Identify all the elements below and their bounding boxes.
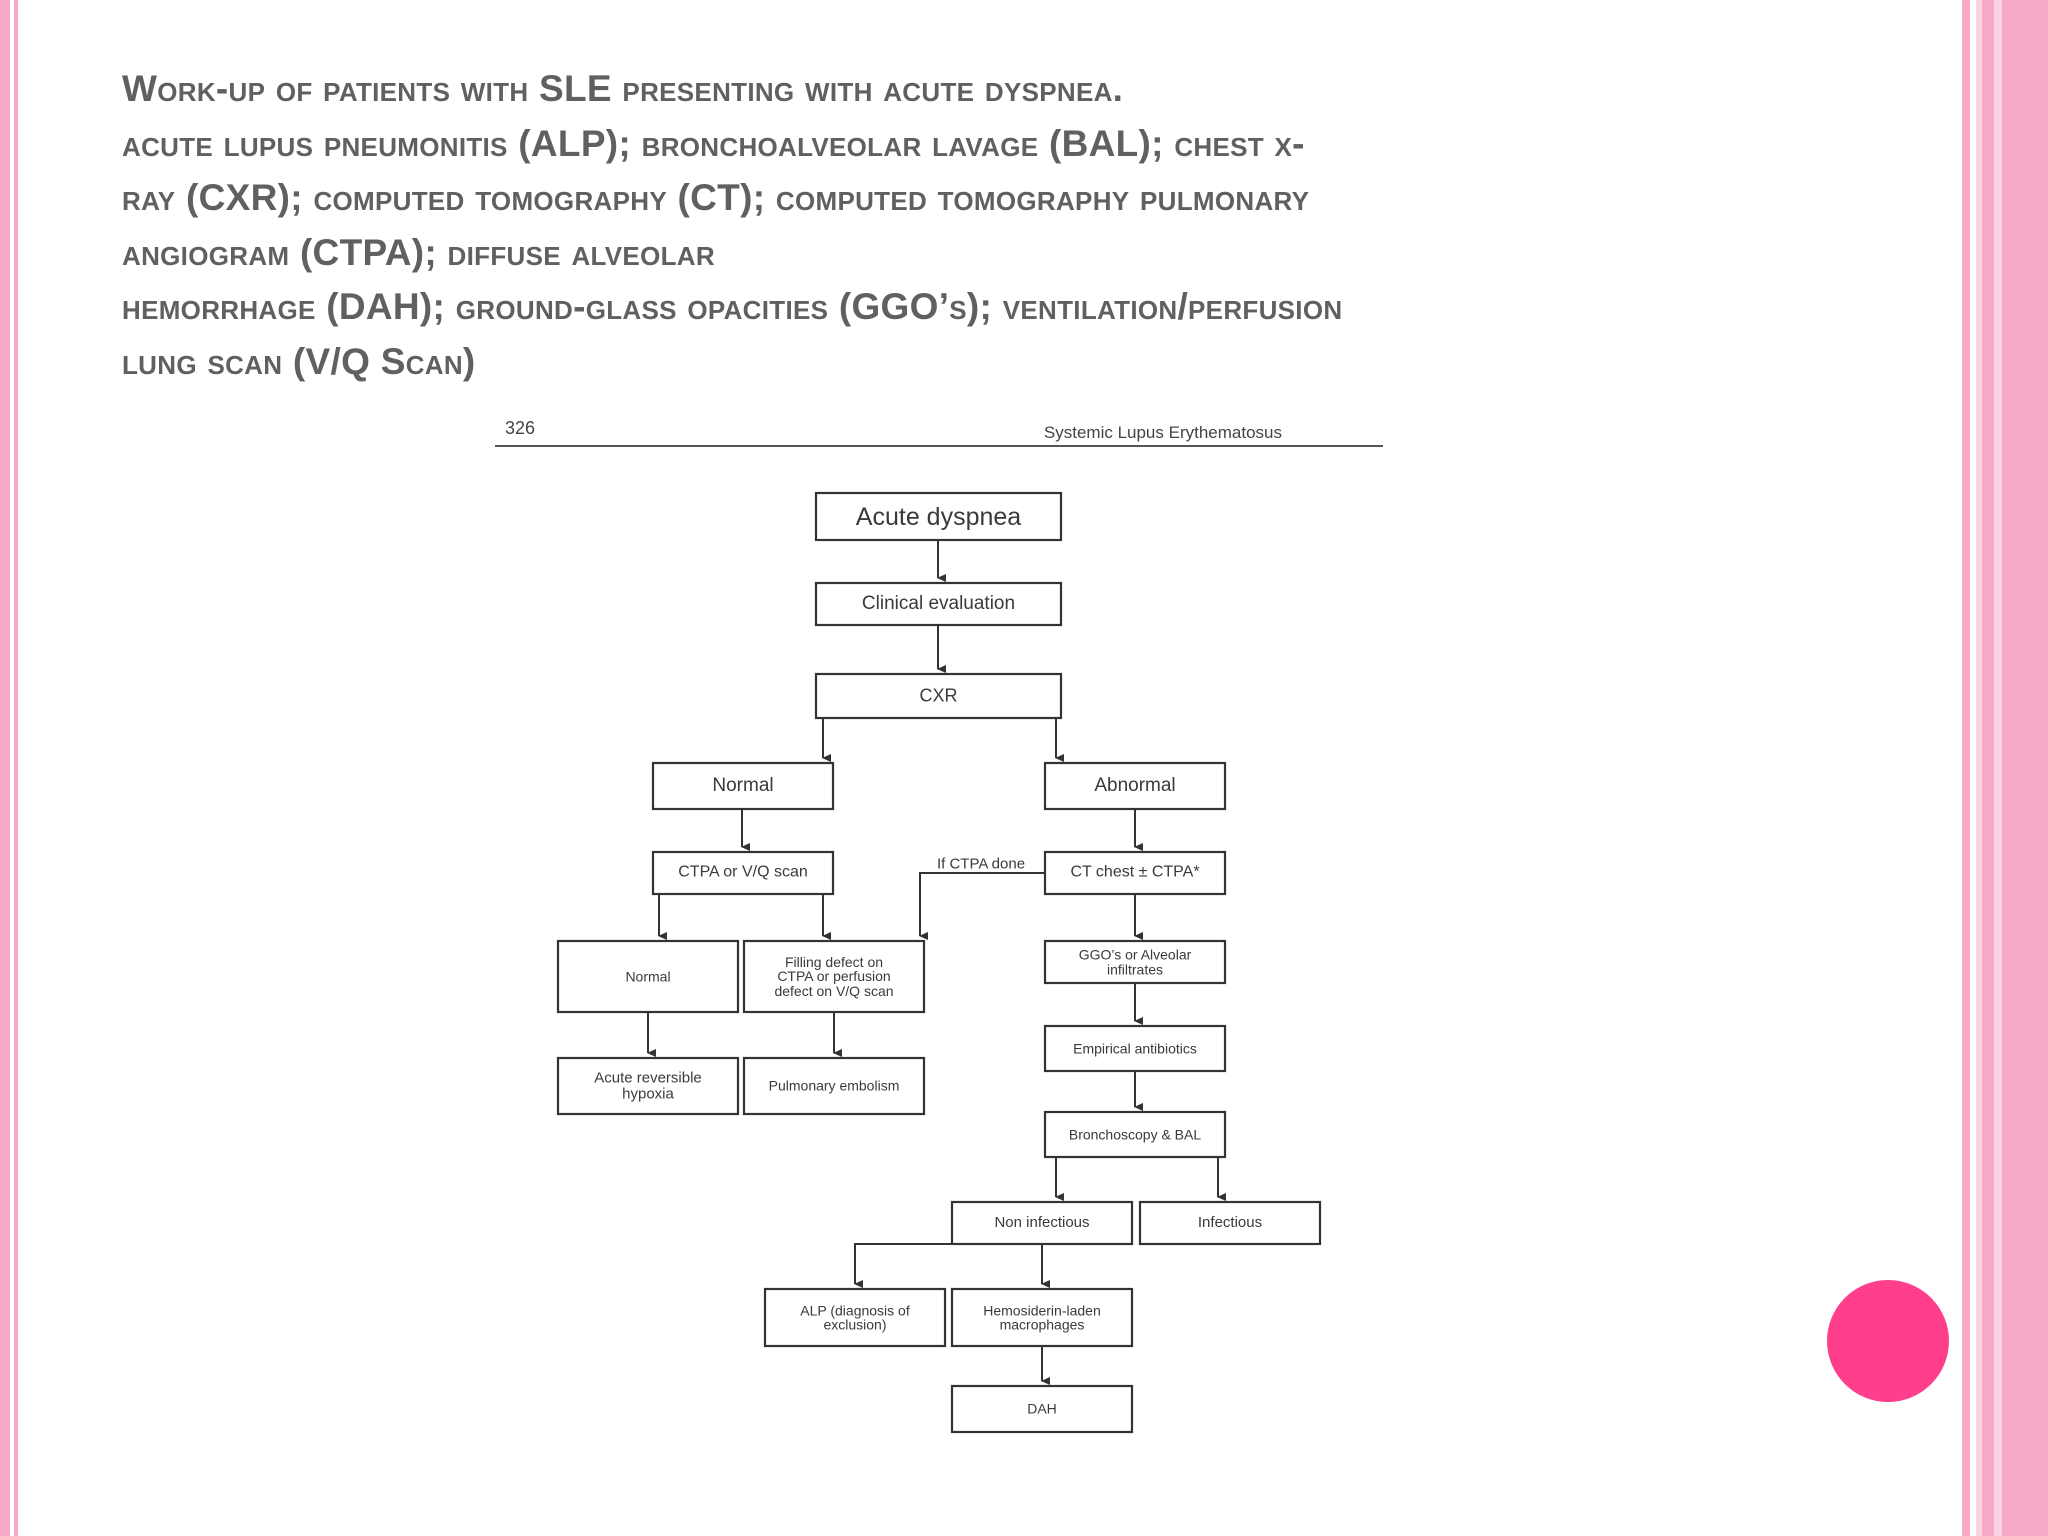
node-label-empirical-antibiotics bbox=[1073, 1041, 1197, 1056]
node-label-line: CT chest ± CTPA* bbox=[1070, 863, 1200, 881]
node-label-abnormal bbox=[1094, 776, 1175, 796]
node-label-line: Non infectious bbox=[994, 1214, 1090, 1232]
node-label-line: Acute reversible bbox=[594, 1069, 702, 1087]
frame-stripe-right bbox=[1962, 0, 1970, 1536]
node-label-line: Acute dyspnea bbox=[855, 502, 1022, 531]
frame-stripe-left bbox=[0, 0, 10, 1536]
flowchart-canvas bbox=[495, 412, 1395, 1452]
node-label-hemosiderin bbox=[983, 1303, 1101, 1332]
node-label-filling-defect bbox=[774, 954, 893, 998]
node-label-pulmonary-embolism bbox=[769, 1079, 900, 1094]
running-head: Systemic Lupus Erythematosus bbox=[1043, 423, 1282, 442]
node-label-line: Clinical evaluation bbox=[861, 593, 1016, 615]
node-label-line: Infectious bbox=[1197, 1214, 1263, 1232]
node-label-clinical-evaluation bbox=[862, 594, 1015, 614]
title-line: ray (CXR); computed tomography (CT); computed tomography pulmonary bbox=[122, 177, 1310, 218]
node-label-line: Normal bbox=[625, 968, 671, 985]
node-label-non-infectious bbox=[994, 1215, 1089, 1231]
title-line: lung scan (V/Q Scan) bbox=[122, 340, 476, 382]
title-line: hemorrhage (DAH); ground-glass opacities (GGO’s); ventilation/perfusion bbox=[122, 286, 1343, 327]
frame-stripe-left-thin bbox=[14, 0, 18, 1536]
flow-arrow bbox=[920, 873, 1045, 936]
node-label-line: Hemosiderin-laden bbox=[983, 1301, 1101, 1318]
node-label-normal bbox=[712, 776, 773, 796]
flow-arrow bbox=[855, 1244, 952, 1284]
node-label-line: GGO’s or Alveolar bbox=[1078, 946, 1192, 963]
node-label-line: Normal bbox=[712, 775, 774, 797]
decorative-dot bbox=[1827, 1280, 1949, 1402]
page-number: 326 bbox=[505, 418, 536, 438]
node-label-line: CTPA or perfusion bbox=[777, 968, 891, 985]
title-line: Work-up of patients with SLE presenting with acute dyspnea. bbox=[122, 68, 1124, 109]
node-label-line: Bronchoscopy & BAL bbox=[1068, 1126, 1202, 1143]
node-label-line: defect on V/Q scan bbox=[774, 982, 894, 999]
node-label-line: hypoxia bbox=[622, 1085, 674, 1102]
node-label-ct-chest bbox=[1070, 865, 1199, 882]
title-line: angiogram (CTPA); diffuse alveolar bbox=[122, 231, 715, 273]
edge-label-if-ctpa-done: If CTPA done bbox=[936, 855, 1026, 873]
node-label-dah bbox=[1027, 1402, 1057, 1417]
node-label-cxr bbox=[919, 687, 957, 706]
node-label-line: Pulmonary embolism bbox=[768, 1077, 900, 1094]
node-label-infectious bbox=[1198, 1215, 1262, 1231]
node-label-acute-dyspnea bbox=[856, 503, 1021, 529]
frame-stripe-right-wide bbox=[2002, 0, 2048, 1536]
node-label-line: macrophages bbox=[999, 1316, 1085, 1333]
node-label-line: ALP (diagnosis of bbox=[800, 1301, 910, 1318]
node-label-alp bbox=[800, 1303, 909, 1332]
node-label-ggo bbox=[1079, 947, 1192, 976]
node-label-acute-hypoxia bbox=[594, 1070, 702, 1102]
slide-title bbox=[122, 62, 1782, 389]
flowchart-figure bbox=[495, 412, 1395, 1452]
node-label-line: Empirical antibiotics bbox=[1073, 1040, 1197, 1057]
node-label-normal-2 bbox=[625, 969, 670, 984]
node-label-line: Filling defect on bbox=[784, 953, 884, 970]
node-label-line: infiltrates bbox=[1106, 961, 1164, 977]
node-label-ctpa-vq bbox=[678, 865, 808, 882]
node-label-line: Abnormal bbox=[1094, 775, 1176, 797]
frame-stripe-right-light bbox=[1994, 0, 2002, 1536]
node-label-line: CTPA or V/Q scan bbox=[678, 863, 808, 881]
node-label-bronchoscopy-bal bbox=[1069, 1127, 1201, 1142]
node-label-line: CXR bbox=[919, 685, 958, 706]
node-label-line: DAH bbox=[1027, 1400, 1057, 1417]
node-label-line: exclusion) bbox=[823, 1316, 887, 1333]
frame-stripe-right bbox=[1982, 0, 1994, 1536]
title-line: acute lupus pneumonitis (ALP); bronchoalveolar lavage (BAL); chest x- bbox=[122, 122, 1305, 164]
